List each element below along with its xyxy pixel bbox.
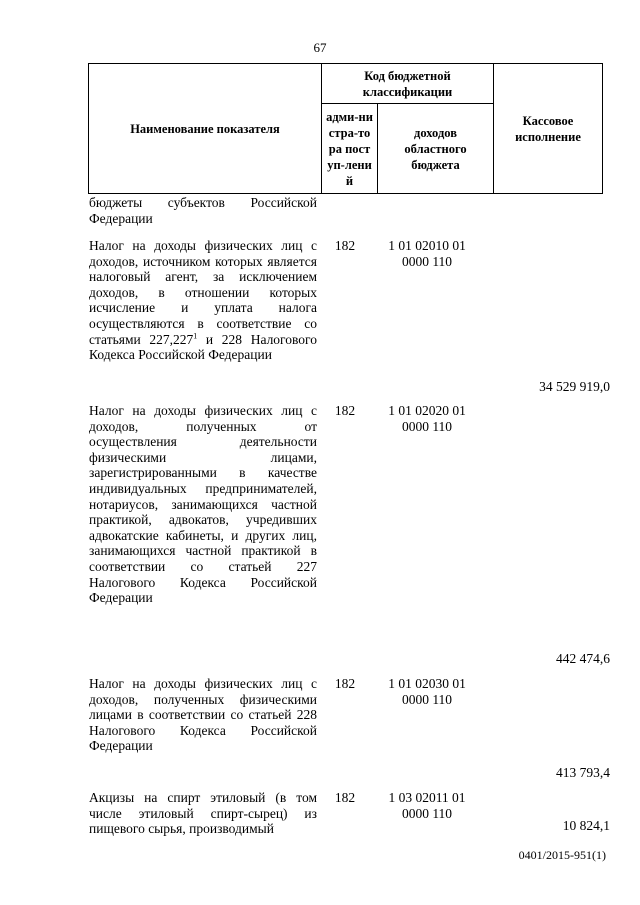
header-code-group: Код бюджетной классификации (322, 64, 494, 104)
document-code: 0401/2015-951(1) (518, 848, 606, 862)
row-name-text: Налог на доходы физических лиц с доходов, источником которых является налоговый агент, за исключением доходов, в отношении которых исчисление и уплата налога осуществляются в соответствие со статьями 227,227 (89, 238, 317, 347)
row-name-text-tail: и 228 Налогового Кодекса Российской Федерации (89, 331, 317, 363)
table-row-name: Налог на доходы физических лиц с доходов, полученных физическими лицами в соответствии со статьей 228 Налогового Кодекса Российской Федерации (89, 676, 317, 754)
table-row-amount: 10 824,1 (562, 818, 610, 833)
table-left-border (88, 63, 89, 194)
table-row-name: Акцизы на спирт этиловый (в том числе этиловый спирт-сырец) из пищевого сырья, производимый (89, 790, 317, 837)
header-admin-column: адми-нистра-тора поступ-лений (322, 104, 378, 193)
table-row-code: 1 03 02011 01 0000 110 (388, 790, 466, 821)
header-cash-column: Кассовое исполнение (515, 113, 581, 144)
header-revenue-column: доходов областного бюджета (378, 104, 494, 193)
table-row-admin: 182 (334, 238, 356, 253)
table-row-name (89, 238, 317, 363)
table-row-name: Налог на доходы физических лиц с доходов, полученных от осуществления деятельности физическими лицами, зарегистрированными в качестве индивидуальных предпринимателей, нотариусов, занимающихся частной практикой, адвокатов, учредивших адвокатские кабинеты, и других лиц, занимающихся частной практикой в соответствии со статьей 227 Налогового Кодекса Российской Федерации (89, 403, 317, 606)
table-row-code: 1 01 02020 01 0000 110 (388, 403, 466, 434)
table-row-amount: 34 529 919,0 (539, 379, 610, 394)
table-row-admin: 182 (334, 790, 356, 805)
table-row-admin: 182 (334, 676, 356, 691)
table-header (88, 63, 603, 194)
table-row-code: 1 01 02010 01 0000 110 (388, 238, 466, 269)
table-row-admin: 182 (334, 403, 356, 418)
table-row-amount: 442 474,6 (556, 651, 610, 666)
table-row-code: 1 01 02030 01 0000 110 (388, 676, 466, 707)
header-name-column: Наименование показателя (89, 64, 322, 193)
row-name-superscript: 1 (193, 331, 198, 341)
page-number: 67 (313, 40, 327, 55)
table-row-amount: 413 793,4 (556, 765, 610, 780)
table-row-name: бюджеты субъектов Российской Федерации (89, 195, 317, 226)
